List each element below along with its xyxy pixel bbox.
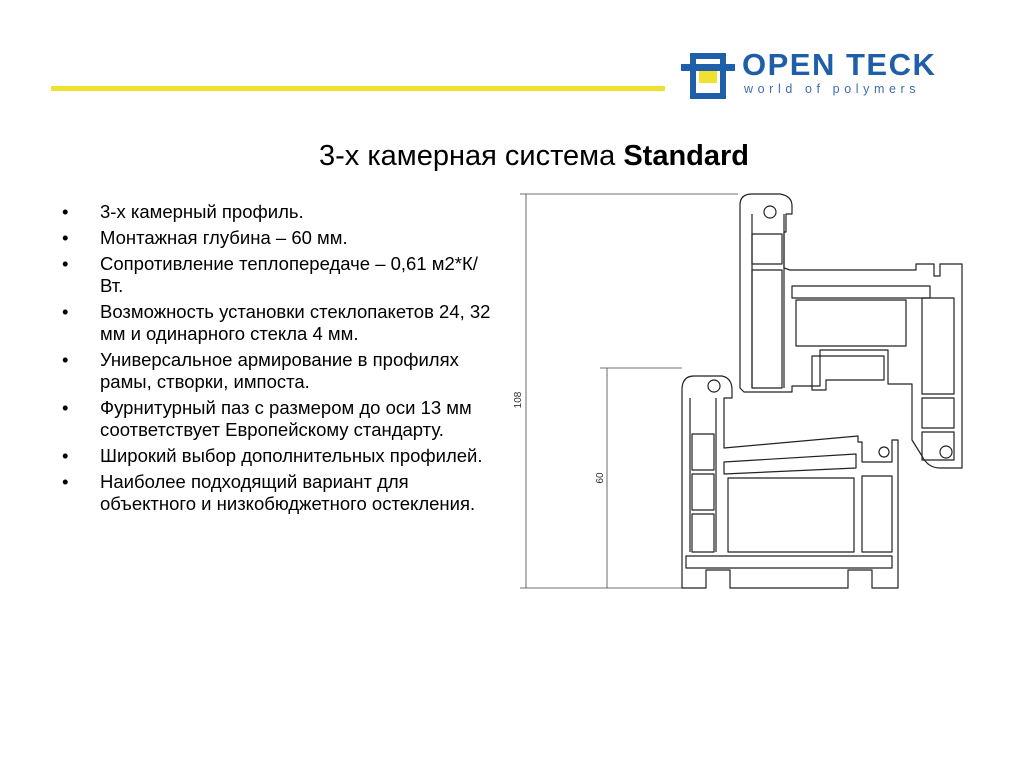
feature-item: • Фурнитурный паз с размером до оси 13 мм соответствует Европейскому стандарту.	[56, 397, 498, 441]
dimension-lines	[520, 194, 738, 588]
frame-profile	[682, 376, 898, 588]
logo-brand-text: OPEN TECK	[742, 47, 937, 82]
title-prefix: 3-х камерная система	[319, 140, 616, 172]
title-emphasis: Standard	[623, 140, 749, 172]
profile-cross-section-drawing	[505, 180, 980, 600]
feature-list	[56, 201, 498, 519]
accent-line	[51, 86, 665, 91]
feature-item: • Наиболее подходящий вариант для объектного и низкобюджетного остекления.	[56, 471, 498, 515]
slide-title	[0, 138, 1024, 174]
sash-profile	[740, 194, 962, 468]
feature-item: • Возможность установки стеклопакетов 24, 32 мм и одинарного стекла 4 мм.	[56, 301, 498, 345]
feature-item: • 3-х камерный профиль.	[56, 201, 498, 223]
dimension-108-label: 108	[513, 391, 524, 409]
logo-tagline: world of polymers	[744, 82, 921, 96]
feature-item: • Монтажная глубина – 60 мм.	[56, 227, 498, 249]
feature-item: • Сопротивление теплопередаче – 0,61 м2*К/Вт.	[56, 253, 498, 297]
dimension-60-label: 60	[595, 472, 606, 484]
feature-item: • Универсальное армирование в профилях рамы, створки, импоста.	[56, 349, 498, 393]
feature-item: • Широкий выбор дополнительных профилей.	[56, 445, 498, 467]
logo-mark-icon	[680, 50, 736, 102]
company-logo	[680, 46, 990, 106]
